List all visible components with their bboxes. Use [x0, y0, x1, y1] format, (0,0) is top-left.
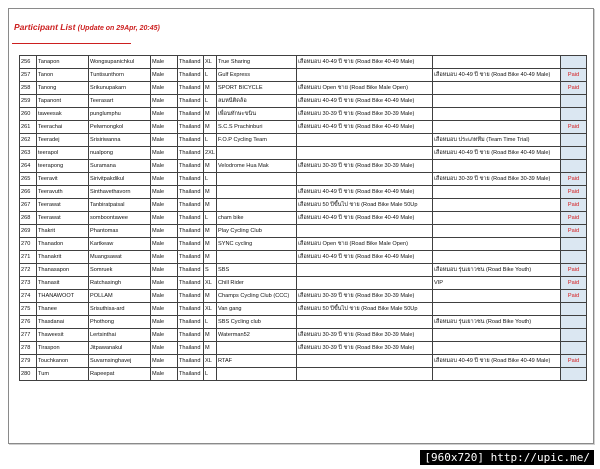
- table-row: [20, 368, 587, 381]
- table-row: [20, 82, 587, 95]
- paid-status-cell[interactable]: [561, 160, 587, 173]
- first-name-cell[interactable]: Thanadon: [37, 238, 89, 251]
- sex-cell[interactable]: Male: [151, 251, 178, 264]
- last-name-cell[interactable]: somboontawee: [89, 212, 151, 225]
- paid-status-cell[interactable]: Paid: [561, 212, 587, 225]
- shirt-size-cell[interactable]: M: [204, 225, 217, 238]
- first-name-cell[interactable]: Thakrit: [37, 225, 89, 238]
- shirt-size-cell[interactable]: L: [204, 316, 217, 329]
- table-row: [20, 303, 587, 316]
- table-row: [20, 108, 587, 121]
- country-cell[interactable]: Thailand: [178, 69, 204, 82]
- title-underline: [12, 43, 131, 44]
- category-primary-cell[interactable]: เสือหมอบ 40-49 ปี ชาย (Road Bike 40-49 Male): [297, 95, 433, 108]
- first-name-cell[interactable]: Teerachai: [37, 121, 89, 134]
- row-number-cell[interactable]: 273: [20, 277, 37, 290]
- first-name-cell[interactable]: Tanong: [37, 82, 89, 95]
- shirt-size-cell[interactable]: L: [204, 95, 217, 108]
- team-name-cell[interactable]: เพื่อนทักษะขนิน: [217, 108, 297, 121]
- last-name-cell[interactable]: Pelwmongkol: [89, 121, 151, 134]
- shirt-size-cell[interactable]: M: [204, 290, 217, 303]
- row-number-cell[interactable]: 266: [20, 186, 37, 199]
- country-cell[interactable]: Thailand: [178, 121, 204, 134]
- country-cell[interactable]: Thailand: [178, 355, 204, 368]
- paid-status-cell[interactable]: Paid: [561, 355, 587, 368]
- shirt-size-cell[interactable]: M: [204, 160, 217, 173]
- row-number-cell[interactable]: 269: [20, 225, 37, 238]
- row-number-cell[interactable]: 274: [20, 290, 37, 303]
- shirt-size-cell[interactable]: M: [204, 186, 217, 199]
- category-primary-cell[interactable]: เสือหมอบ 40-49 ปี ชาย (Road Bike 40-49 Male): [297, 251, 433, 264]
- table-row: [20, 355, 587, 368]
- row-number-cell[interactable]: 260: [20, 108, 37, 121]
- last-name-cell[interactable]: nualpong: [89, 147, 151, 160]
- category-secondary-cell[interactable]: [433, 95, 561, 108]
- row-number-cell[interactable]: 280: [20, 368, 37, 381]
- paid-status-cell[interactable]: Paid: [561, 173, 587, 186]
- row-number-cell[interactable]: 271: [20, 251, 37, 264]
- row-number-cell[interactable]: 268: [20, 212, 37, 225]
- shirt-size-cell[interactable]: L: [204, 173, 217, 186]
- shirt-size-cell[interactable]: XL: [204, 303, 217, 316]
- table-row: [20, 186, 587, 199]
- shirt-size-cell[interactable]: XL: [204, 56, 217, 69]
- team-name-cell[interactable]: Velodrome Hua Mak: [217, 160, 297, 173]
- team-name-cell[interactable]: ลมหนีติดล้อ: [217, 95, 297, 108]
- paid-status-cell[interactable]: Paid: [561, 69, 587, 82]
- country-cell[interactable]: Thailand: [178, 212, 204, 225]
- paid-status-cell[interactable]: [561, 147, 587, 160]
- shirt-size-cell[interactable]: M: [204, 82, 217, 95]
- shirt-size-cell[interactable]: M: [204, 251, 217, 264]
- first-name-cell[interactable]: Teerawat: [37, 212, 89, 225]
- shirt-size-cell[interactable]: M: [204, 199, 217, 212]
- table-row: [20, 95, 587, 108]
- first-name-cell[interactable]: Tum: [37, 368, 89, 381]
- last-name-cell[interactable]: Lertsinthai: [89, 329, 151, 342]
- team-name-cell[interactable]: S.C.S Prachinburi: [217, 121, 297, 134]
- team-name-cell[interactable]: SPORT BICYCLE: [217, 82, 297, 95]
- category-secondary-cell[interactable]: [433, 56, 561, 69]
- shirt-size-cell[interactable]: XL: [204, 355, 217, 368]
- category-primary-cell[interactable]: เสือหมอบ 40-49 ปี ชาย (Road Bike 40-49 Male): [297, 121, 433, 134]
- team-name-cell[interactable]: Gulf Express: [217, 69, 297, 82]
- first-name-cell[interactable]: Teerawat: [37, 199, 89, 212]
- paid-status-cell[interactable]: [561, 56, 587, 69]
- country-cell[interactable]: Thailand: [178, 368, 204, 381]
- team-name-cell[interactable]: [217, 186, 297, 199]
- team-name-cell[interactable]: [217, 251, 297, 264]
- paid-status-cell[interactable]: Paid: [561, 225, 587, 238]
- category-secondary-cell[interactable]: [433, 199, 561, 212]
- table-row: [20, 316, 587, 329]
- category-secondary-cell[interactable]: [433, 238, 561, 251]
- category-secondary-cell[interactable]: VIP: [433, 277, 561, 290]
- sex-cell[interactable]: Male: [151, 134, 178, 147]
- paid-status-cell[interactable]: Paid: [561, 82, 587, 95]
- category-primary-cell[interactable]: เสือหมอบ 30-39 ปี ชาย (Road Bike 30-39 Male): [297, 160, 433, 173]
- first-name-cell[interactable]: Thanakrit: [37, 251, 89, 264]
- country-cell[interactable]: Thailand: [178, 56, 204, 69]
- last-name-cell[interactable]: Teerasart: [89, 95, 151, 108]
- shirt-size-cell[interactable]: M: [204, 329, 217, 342]
- category-secondary-cell[interactable]: [433, 82, 561, 95]
- category-secondary-cell[interactable]: [433, 108, 561, 121]
- country-cell[interactable]: Thailand: [178, 316, 204, 329]
- row-number-cell[interactable]: 279: [20, 355, 37, 368]
- last-name-cell[interactable]: Sirivitpakdikul: [89, 173, 151, 186]
- last-name-cell[interactable]: Sinthavethavorn: [89, 186, 151, 199]
- last-name-cell[interactable]: Ratchasingh: [89, 277, 151, 290]
- sex-cell[interactable]: Male: [151, 225, 178, 238]
- row-number-cell[interactable]: 270: [20, 238, 37, 251]
- last-name-cell[interactable]: Suvarnsinghavej: [89, 355, 151, 368]
- row-number-cell[interactable]: 267: [20, 199, 37, 212]
- category-primary-cell[interactable]: เสือหมอบ 30-39 ปี ชาย (Road Bike 30-39 Male): [297, 342, 433, 355]
- category-primary-cell[interactable]: เสือหมอบ 40-49 ปี ชาย (Road Bike 40-49 Male): [297, 212, 433, 225]
- paid-status-cell[interactable]: Paid: [561, 277, 587, 290]
- first-name-cell[interactable]: Teeradej: [37, 134, 89, 147]
- category-primary-cell[interactable]: เสือหมอบ Open ชาย (Road Bike Male Open): [297, 82, 433, 95]
- sex-cell[interactable]: Male: [151, 290, 178, 303]
- row-number-cell[interactable]: 263: [20, 147, 37, 160]
- team-name-cell[interactable]: [217, 199, 297, 212]
- table-row: [20, 212, 587, 225]
- country-cell[interactable]: Thailand: [178, 95, 204, 108]
- category-secondary-cell[interactable]: [433, 225, 561, 238]
- title-text: Participant List: [14, 22, 76, 32]
- sex-cell[interactable]: Male: [151, 121, 178, 134]
- category-primary-cell[interactable]: เสือหมอบ 30-39 ปี ชาย (Road Bike 30-39 Male): [297, 108, 433, 121]
- sex-cell[interactable]: Male: [151, 160, 178, 173]
- category-primary-cell[interactable]: [297, 264, 433, 277]
- row-number-cell[interactable]: 277: [20, 329, 37, 342]
- sex-cell[interactable]: Male: [151, 82, 178, 95]
- sex-cell[interactable]: Male: [151, 147, 178, 160]
- team-name-cell[interactable]: SBS: [217, 264, 297, 277]
- paid-status-cell[interactable]: [561, 342, 587, 355]
- paid-status-cell[interactable]: [561, 316, 587, 329]
- paid-status-cell[interactable]: [561, 329, 587, 342]
- title-update-text: (Update on 29Apr, 20:45): [77, 25, 160, 32]
- shirt-size-cell[interactable]: M: [204, 121, 217, 134]
- paid-status-cell[interactable]: [561, 303, 587, 316]
- shirt-size-cell[interactable]: M: [204, 238, 217, 251]
- team-name-cell[interactable]: Van gang: [217, 303, 297, 316]
- last-name-cell[interactable]: Suramana: [89, 160, 151, 173]
- category-secondary-cell[interactable]: [433, 303, 561, 316]
- team-name-cell[interactable]: F.O.P Cycling Team: [217, 134, 297, 147]
- table-row: [20, 238, 587, 251]
- table-row: [20, 147, 587, 160]
- country-cell[interactable]: Thailand: [178, 134, 204, 147]
- shirt-size-cell[interactable]: L: [204, 134, 217, 147]
- first-name-cell[interactable]: Tiraspon: [37, 342, 89, 355]
- category-secondary-cell[interactable]: [433, 342, 561, 355]
- country-cell[interactable]: Thailand: [178, 342, 204, 355]
- table-row: [20, 121, 587, 134]
- sex-cell[interactable]: Male: [151, 238, 178, 251]
- team-name-cell[interactable]: Waterman52: [217, 329, 297, 342]
- table-row: [20, 251, 587, 264]
- row-number-cell[interactable]: 275: [20, 303, 37, 316]
- table-row: [20, 56, 587, 69]
- team-name-cell[interactable]: [217, 173, 297, 186]
- category-secondary-cell[interactable]: [433, 160, 561, 173]
- category-secondary-cell[interactable]: [433, 251, 561, 264]
- last-name-cell[interactable]: Phantomas: [89, 225, 151, 238]
- country-cell[interactable]: Thailand: [178, 277, 204, 290]
- country-cell[interactable]: Thailand: [178, 303, 204, 316]
- row-number-cell[interactable]: 278: [20, 342, 37, 355]
- category-primary-cell[interactable]: [297, 134, 433, 147]
- team-name-cell[interactable]: Champs Cycling Club (CCC): [217, 290, 297, 303]
- table-row: [20, 329, 587, 342]
- country-cell[interactable]: Thailand: [178, 238, 204, 251]
- sex-cell[interactable]: Male: [151, 277, 178, 290]
- first-name-cell[interactable]: THANAWOOT: [37, 290, 89, 303]
- sex-cell[interactable]: Male: [151, 108, 178, 121]
- last-name-cell[interactable]: Srisuthisa-ard: [89, 303, 151, 316]
- table-row: [20, 134, 587, 147]
- last-name-cell[interactable]: punglumphu: [89, 108, 151, 121]
- country-cell[interactable]: Thailand: [178, 290, 204, 303]
- last-name-cell[interactable]: Muangsawat: [89, 251, 151, 264]
- category-secondary-cell[interactable]: เสือหมอบ 40-49 ปี ชาย (Road Bike 40-49 Male): [433, 355, 561, 368]
- category-secondary-cell[interactable]: [433, 121, 561, 134]
- category-primary-cell[interactable]: เสือหมอบ 50 ปีขึ้นไป ชาย (Road Bike Male 50Up: [297, 199, 433, 212]
- paid-status-cell[interactable]: [561, 368, 587, 381]
- paid-status-cell[interactable]: [561, 108, 587, 121]
- first-name-cell[interactable]: Thanasapon: [37, 264, 89, 277]
- shirt-size-cell[interactable]: 2XL: [204, 147, 217, 160]
- sex-cell[interactable]: Male: [151, 316, 178, 329]
- team-name-cell[interactable]: Chill Rider: [217, 277, 297, 290]
- category-primary-cell[interactable]: เสือหมอบ Open ชาย (Road Bike Male Open): [297, 238, 433, 251]
- first-name-cell[interactable]: taweesak: [37, 108, 89, 121]
- category-primary-cell[interactable]: เสือหมอบ 40-49 ปี ชาย (Road Bike 40-49 Male): [297, 186, 433, 199]
- paid-status-cell[interactable]: [561, 134, 587, 147]
- table-row: [20, 225, 587, 238]
- shirt-size-cell[interactable]: XL: [204, 277, 217, 290]
- sex-cell[interactable]: Male: [151, 69, 178, 82]
- country-cell[interactable]: Thailand: [178, 108, 204, 121]
- table-row: [20, 277, 587, 290]
- category-secondary-cell[interactable]: [433, 186, 561, 199]
- paid-status-cell[interactable]: [561, 95, 587, 108]
- category-primary-cell[interactable]: [297, 225, 433, 238]
- sex-cell[interactable]: Male: [151, 95, 178, 108]
- sex-cell[interactable]: Male: [151, 212, 178, 225]
- row-number-cell[interactable]: 261: [20, 121, 37, 134]
- first-name-cell[interactable]: Tapanont: [37, 95, 89, 108]
- paid-status-cell[interactable]: Paid: [561, 121, 587, 134]
- page-title: [14, 22, 160, 32]
- row-number-cell[interactable]: 262: [20, 134, 37, 147]
- row-number-cell[interactable]: 276: [20, 316, 37, 329]
- last-name-cell[interactable]: Srisiriwanna: [89, 134, 151, 147]
- first-name-cell[interactable]: teerapol: [37, 147, 89, 160]
- watermark-label: [960x720] http://upic.me/: [420, 450, 594, 465]
- category-secondary-cell[interactable]: เสือหมอบ 30-39 ปี ชาย (Road Bike 30-39 Male): [433, 173, 561, 186]
- first-name-cell[interactable]: Thanasit: [37, 277, 89, 290]
- row-number-cell[interactable]: 265: [20, 173, 37, 186]
- category-primary-cell[interactable]: [297, 147, 433, 160]
- country-cell[interactable]: Thailand: [178, 199, 204, 212]
- table-row: [20, 290, 587, 303]
- team-name-cell[interactable]: [217, 368, 297, 381]
- last-name-cell[interactable]: POLLAM: [89, 290, 151, 303]
- last-name-cell[interactable]: Tuntisunthorn: [89, 69, 151, 82]
- category-primary-cell[interactable]: [297, 368, 433, 381]
- category-primary-cell[interactable]: เสือหมอบ 50 ปีขึ้นไป ชาย (Road Bike Male 50Up: [297, 303, 433, 316]
- country-cell[interactable]: Thailand: [178, 186, 204, 199]
- last-name-cell[interactable]: Jitpawanakul: [89, 342, 151, 355]
- sex-cell[interactable]: Male: [151, 56, 178, 69]
- category-secondary-cell[interactable]: [433, 212, 561, 225]
- country-cell[interactable]: Thailand: [178, 329, 204, 342]
- table-row: [20, 160, 587, 173]
- country-cell[interactable]: Thailand: [178, 173, 204, 186]
- paid-status-cell[interactable]: [561, 238, 587, 251]
- team-name-cell[interactable]: [217, 147, 297, 160]
- country-cell[interactable]: Thailand: [178, 225, 204, 238]
- team-name-cell[interactable]: RTAF: [217, 355, 297, 368]
- category-primary-cell[interactable]: [297, 173, 433, 186]
- sex-cell[interactable]: Male: [151, 186, 178, 199]
- category-secondary-cell[interactable]: เสือหมอบ 40-49 ปี ชาย (Road Bike 40-49 Male): [433, 147, 561, 160]
- category-secondary-cell[interactable]: เสือหมอบ รุ่นเยาวชน (Road Bike Youth): [433, 264, 561, 277]
- category-secondary-cell[interactable]: เสือหมอบ 40-49 ปี ชาย (Road Bike 40-49 Male): [433, 69, 561, 82]
- shirt-size-cell[interactable]: L: [204, 368, 217, 381]
- sex-cell[interactable]: Male: [151, 355, 178, 368]
- country-cell[interactable]: Thailand: [178, 147, 204, 160]
- table-row: [20, 342, 587, 355]
- shirt-size-cell[interactable]: M: [204, 342, 217, 355]
- category-primary-cell[interactable]: เสือหมอบ 40-49 ปี ชาย (Road Bike 40-49 Male): [297, 56, 433, 69]
- last-name-cell[interactable]: Phothong: [89, 316, 151, 329]
- shirt-size-cell[interactable]: L: [204, 212, 217, 225]
- category-primary-cell[interactable]: [297, 355, 433, 368]
- table-row: [20, 173, 587, 186]
- first-name-cell[interactable]: Teeravit: [37, 173, 89, 186]
- category-primary-cell[interactable]: เสือหมอบ 30-39 ปี ชาย (Road Bike 30-39 Male): [297, 329, 433, 342]
- first-name-cell[interactable]: Thasdanai: [37, 316, 89, 329]
- team-name-cell[interactable]: [217, 342, 297, 355]
- last-name-cell[interactable]: Rapeepat: [89, 368, 151, 381]
- shirt-size-cell[interactable]: M: [204, 108, 217, 121]
- category-secondary-cell[interactable]: [433, 290, 561, 303]
- team-name-cell[interactable]: SYNC cycling: [217, 238, 297, 251]
- country-cell[interactable]: Thailand: [178, 251, 204, 264]
- participant-table: [19, 55, 587, 381]
- country-cell[interactable]: Thailand: [178, 264, 204, 277]
- row-number-cell[interactable]: 256: [20, 56, 37, 69]
- paid-status-cell[interactable]: Paid: [561, 264, 587, 277]
- country-cell[interactable]: Thailand: [178, 82, 204, 95]
- category-secondary-cell[interactable]: เสือหมอบ รุ่นเยาวชน (Road Bike Youth): [433, 316, 561, 329]
- last-name-cell[interactable]: Wongsupanichkul: [89, 56, 151, 69]
- first-name-cell[interactable]: Touchkanon: [37, 355, 89, 368]
- row-number-cell[interactable]: 272: [20, 264, 37, 277]
- row-number-cell[interactable]: 259: [20, 95, 37, 108]
- category-primary-cell[interactable]: [297, 316, 433, 329]
- category-secondary-cell[interactable]: เสือหมอบ ประเภททีม (Team Time Trial): [433, 134, 561, 147]
- category-secondary-cell[interactable]: [433, 329, 561, 342]
- shirt-size-cell[interactable]: L: [204, 69, 217, 82]
- first-name-cell[interactable]: Tanapon: [37, 56, 89, 69]
- last-name-cell[interactable]: Tanbiratpaisal: [89, 199, 151, 212]
- table-row: [20, 264, 587, 277]
- paid-status-cell[interactable]: Paid: [561, 290, 587, 303]
- row-number-cell[interactable]: 257: [20, 69, 37, 82]
- paid-status-cell[interactable]: Paid: [561, 199, 587, 212]
- table-row: [20, 199, 587, 212]
- country-cell[interactable]: Thailand: [178, 160, 204, 173]
- category-primary-cell[interactable]: [297, 277, 433, 290]
- team-name-cell[interactable]: True Sharing: [217, 56, 297, 69]
- category-primary-cell[interactable]: [297, 69, 433, 82]
- sex-cell[interactable]: Male: [151, 368, 178, 381]
- sex-cell[interactable]: Male: [151, 329, 178, 342]
- category-secondary-cell[interactable]: [433, 368, 561, 381]
- first-name-cell[interactable]: Tanon: [37, 69, 89, 82]
- row-number-cell[interactable]: 264: [20, 160, 37, 173]
- paid-status-cell[interactable]: [561, 251, 587, 264]
- sex-cell[interactable]: Male: [151, 303, 178, 316]
- sex-cell[interactable]: Male: [151, 342, 178, 355]
- category-primary-cell[interactable]: เสือหมอบ 30-39 ปี ชาย (Road Bike 30-39 Male): [297, 290, 433, 303]
- first-name-cell[interactable]: Thanee: [37, 303, 89, 316]
- last-name-cell[interactable]: Kartkeaw: [89, 238, 151, 251]
- shirt-size-cell[interactable]: S: [204, 264, 217, 277]
- last-name-cell[interactable]: Srikunupakarn: [89, 82, 151, 95]
- first-name-cell[interactable]: Thaweesit: [37, 329, 89, 342]
- team-name-cell[interactable]: cham bike: [217, 212, 297, 225]
- table-row: [20, 69, 587, 82]
- team-name-cell[interactable]: SBS Cycling club: [217, 316, 297, 329]
- sex-cell[interactable]: Male: [151, 264, 178, 277]
- paid-status-cell[interactable]: Paid: [561, 186, 587, 199]
- row-number-cell[interactable]: 258: [20, 82, 37, 95]
- first-name-cell[interactable]: teerapong: [37, 160, 89, 173]
- last-name-cell[interactable]: Somruek: [89, 264, 151, 277]
- sex-cell[interactable]: Male: [151, 199, 178, 212]
- first-name-cell[interactable]: Teeravuth: [37, 186, 89, 199]
- team-name-cell[interactable]: Play Cycling Club: [217, 225, 297, 238]
- sex-cell[interactable]: Male: [151, 173, 178, 186]
